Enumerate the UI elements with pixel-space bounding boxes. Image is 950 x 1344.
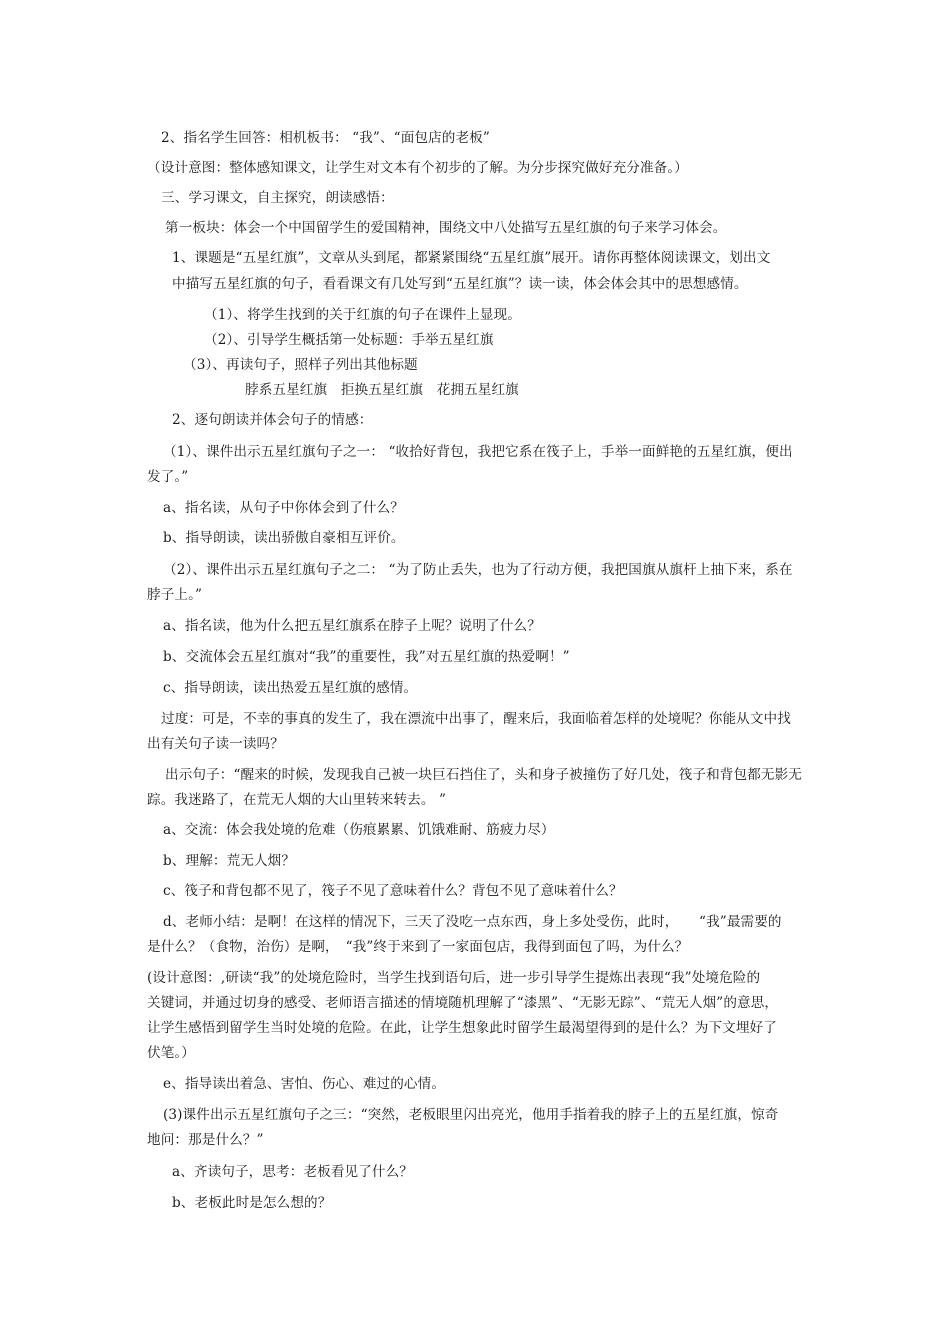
text-line: 脖子上。” [147, 587, 203, 603]
text-line: b、交流体会五星红旗对“我”的重要性，我”对五星红旗的热爱啊！” [163, 649, 570, 665]
text-line: 1、课题是“五星红旗”，文章从头到尾，都紧紧围绕“五星红旗”展开。请你再整体阅读课文，划出文 [172, 250, 771, 266]
text-line: a、指名读，从句子中你体会到了什么？ [163, 500, 404, 516]
design-intent-note: 关键词，并通过切身的感受、老师语言描述的情境随机理解了“漆黑”、“无影无踪”、“荒无人烟”的意思， [147, 995, 779, 1011]
block-heading: 第一板块：体会一个中国留学生的爱国精神，围绕文中八处描写五星红旗的句子来学习体会。 [165, 220, 727, 236]
text-line: 出示句子：“醒来的时候，发现我自己被一块巨石挡住了，头和身子被撞伤了好几处，筏子和背包都无影无 [165, 767, 802, 783]
text-line: 是什么？（食物，治伤）是啊， “我”终于来到了一家面包店，我得到面包了吗，为什么？ [147, 939, 689, 955]
text-line: 踪。我迷路了，在荒无人烟的大山里转来转去。 ” [147, 792, 447, 808]
text-line: 2、逐句朗读并体会句子的情感： [172, 412, 373, 428]
text-line: 中描写五星红旗的句子，看看课文有几处写到“五星红旗”？读一读，体会体会其中的思想感情。 [172, 276, 748, 292]
text-line: b、老板此时是怎么想的？ [172, 1195, 332, 1211]
text-line: (3)课件出示五星红旗句子之三：“突然，老板眼里闪出亮光，他用手指着我的脖子上的五星红旗，惊奇 [163, 1107, 779, 1123]
text-line: a、指名读，他为什么把五星红旗系在脖子上呢？说明了什么？ [163, 618, 541, 634]
text-line: （1）、将学生找到的关于红旗的句子在课件上显现。 [204, 307, 521, 323]
title-list: 脖系五星红旗 拒换五星红旗 花拥五星红旗 [245, 382, 519, 398]
text-line: 发了。” [147, 469, 189, 485]
section-heading: 三、学习课文，自主探究，朗读感悟： [161, 190, 394, 206]
design-intent-note: 让学生感悟到留学生当时处境的危险。在此，让学生想象此时留学生最渴望得到的是什么？为下文埋好了 [147, 1020, 777, 1036]
text-line: （2）、课件出示五星红旗句子之二： “为了防止丢失，也为了行动方便，我把国旗从旗杆上抽下来，系在 [163, 562, 793, 578]
text-line: b、理解：荒无人烟？ [163, 853, 296, 869]
text-line: a、交流：体会我处境的危难（伤痕累累、饥饿难耐、筋疲力尽） [163, 822, 555, 838]
text-line: （2）、引导学生概括第一处标题：手举五星红旗 [204, 332, 494, 348]
text-line: 2、指名学生回答：相机板书： “我”、“面包店的老板” [161, 130, 490, 146]
text-line: 出有关句子读一读吗？ [147, 736, 284, 752]
text-line: （1）、课件出示五星红旗句子之一： “收拾好背包，我把它系在筏子上，手举一面鲜艳的五星红旗，便出 [163, 444, 793, 460]
design-intent-note: (设计意图：,研读“我”的处境危险时，当学生找到语句后，进一步引导学生提炼出表现“我”处境危险的 [147, 970, 761, 986]
text-line: 过度：可是，不幸的事真的发生了，我在漂流中出事了，醒来后，我面临着怎样的处境呢？你能从文中找 [161, 711, 791, 727]
text-line: d、老师小结：是啊！在这样的情况下，三天了没吃一点东西，身上多处受伤，此时， “我”最需要的 [163, 914, 782, 930]
text-line: e、指导读出着急、害怕、伤心、难过的心情。 [163, 1076, 446, 1092]
design-intent-note: 伏笔。） [147, 1045, 195, 1061]
text-line: 地问：那是什么？” [147, 1132, 264, 1148]
design-intent-note: （设计意图：整体感知课文，让学生对文本有个初步的了解。为分步探究做好充分准备。） [147, 160, 688, 176]
text-line: c、筏子和背包都不见了，筏子不见了意味着什么？背包不见了意味着什么？ [163, 883, 623, 899]
text-line: a、齐读句子，思考：老板看见了什么？ [172, 1164, 413, 1180]
text-line: （3）、再读句子，照样子列出其他标题 [183, 357, 418, 373]
text-line: b、指导朗读，读出骄傲自豪相互评价。 [163, 530, 405, 546]
text-line: c、指导朗读，读出热爱五星红旗的感情。 [163, 680, 418, 696]
